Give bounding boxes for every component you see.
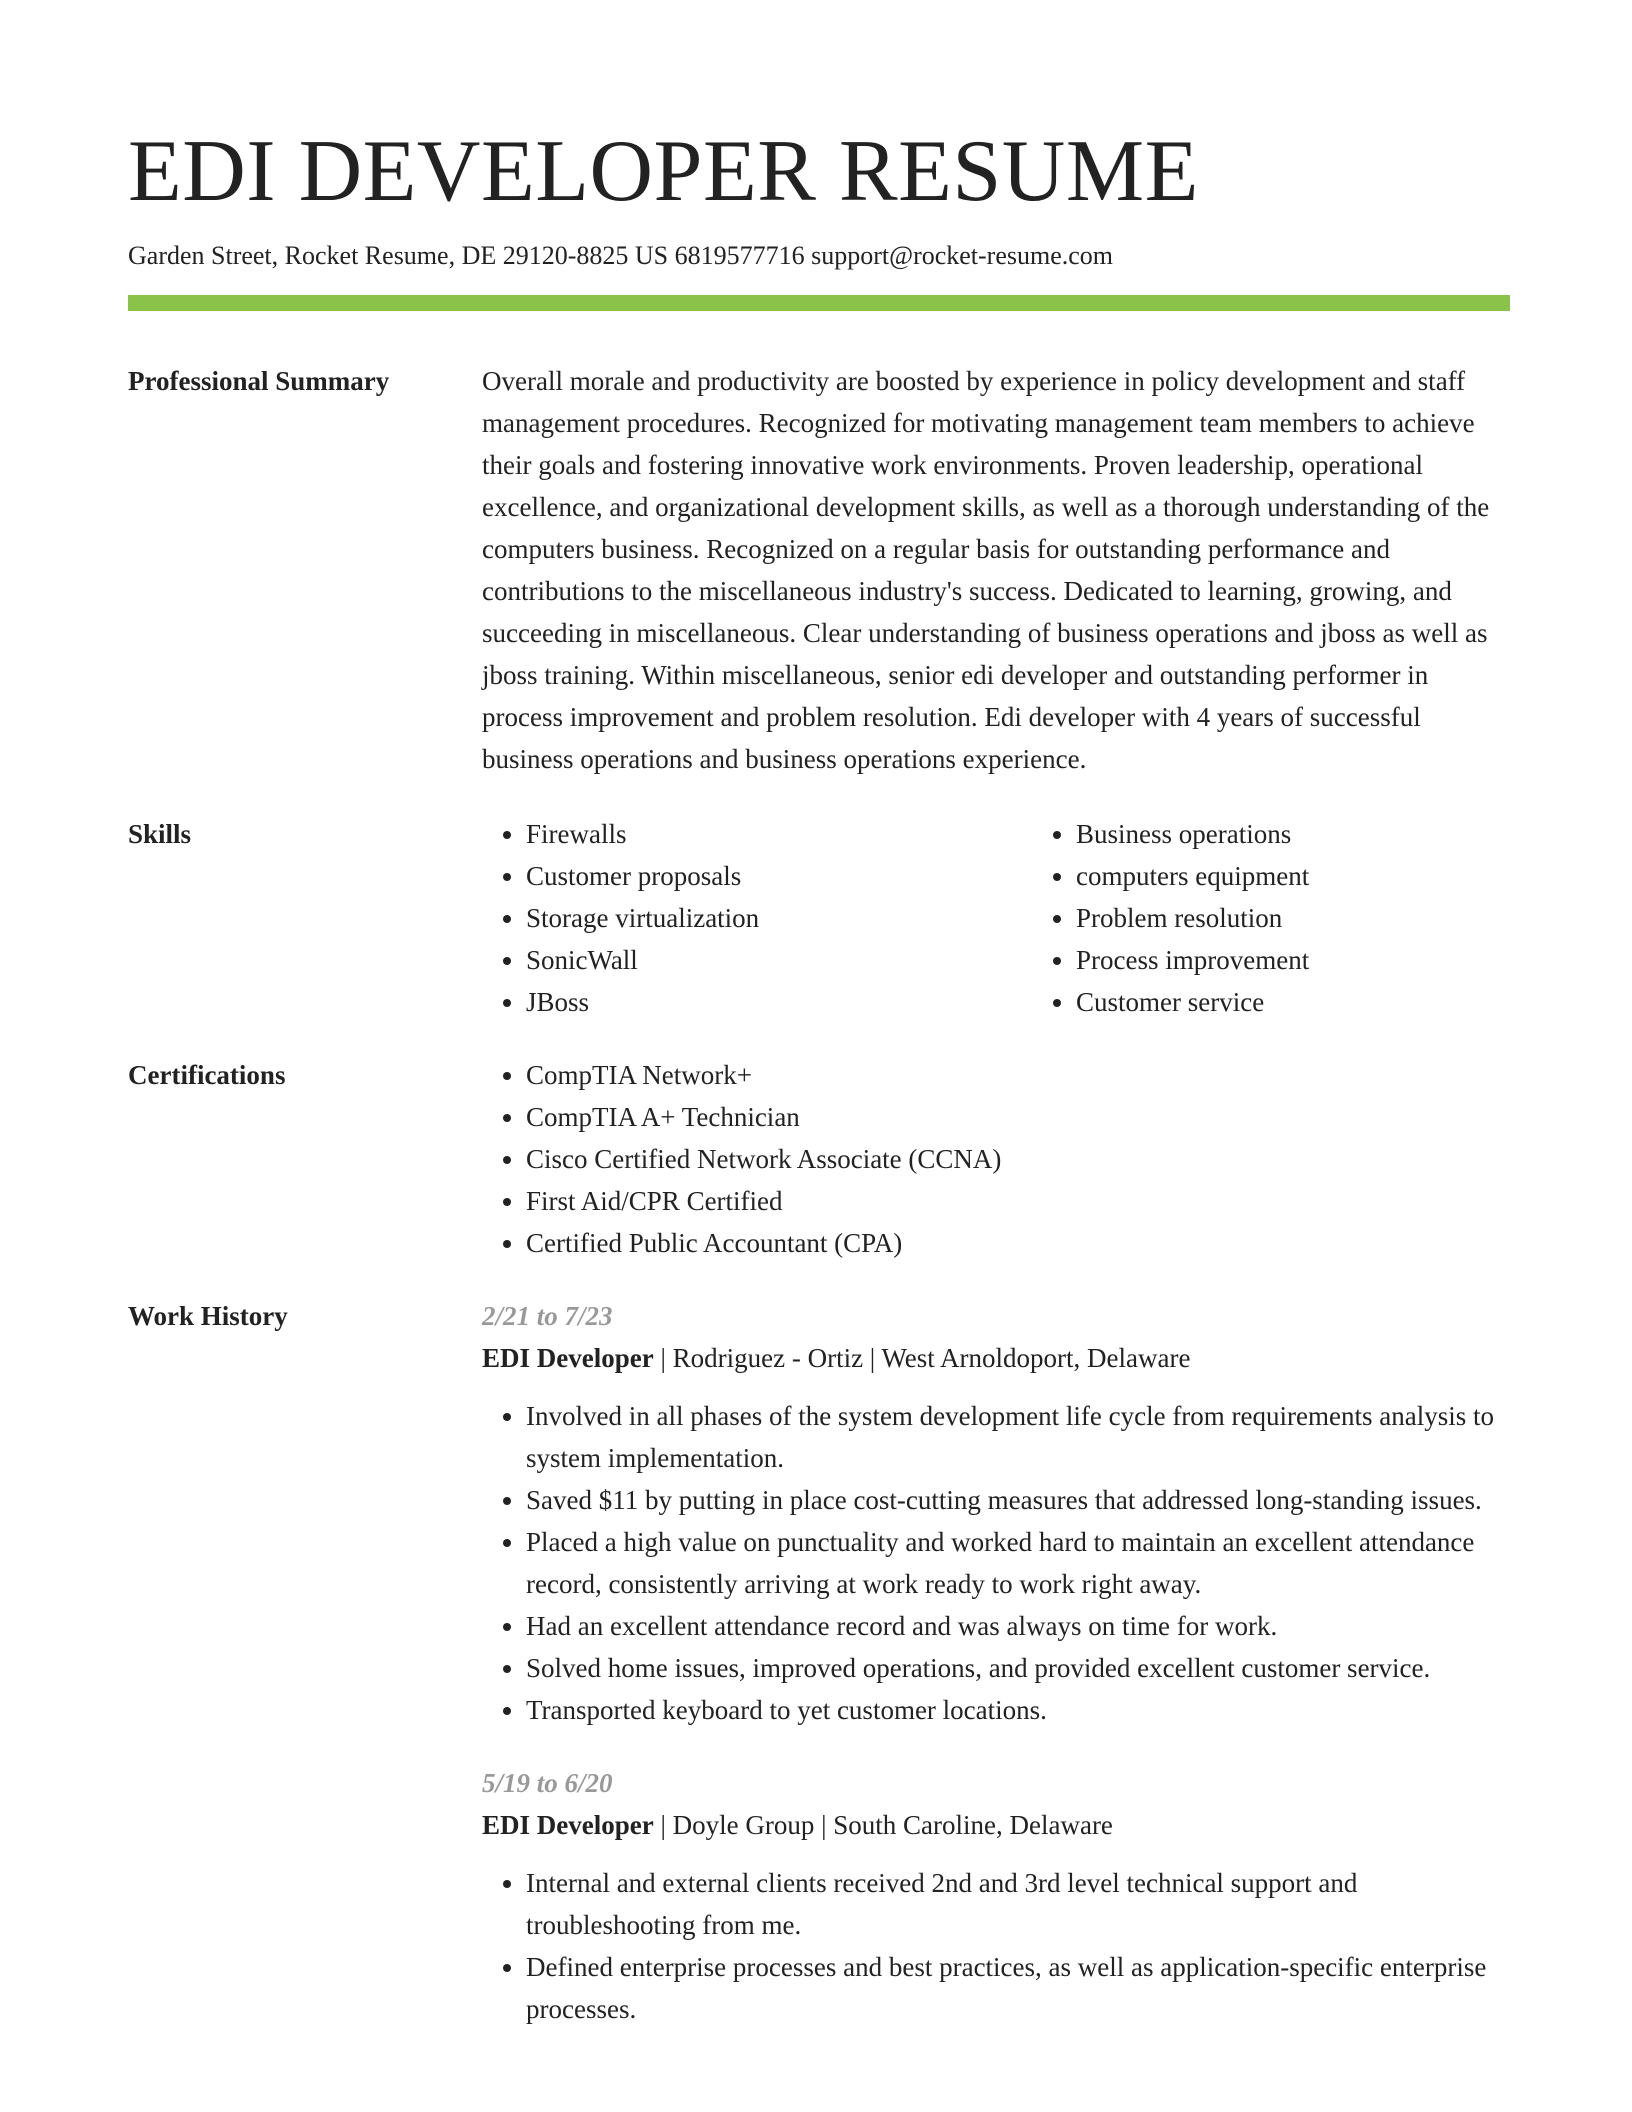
job-bullet: • Defined enterprise processes and best practices, as well as application-specific enterprise processes. <box>526 1946 1510 2030</box>
accent-divider <box>128 295 1510 311</box>
section-label-skills: Skills <box>128 819 192 849</box>
job-bullet: • Involved in all phases of the system development life cycle from requirements analysis to system implementation. <box>526 1395 1510 1479</box>
job-bullet: • Internal and external clients received 2nd and 3rd level technical support and troubleshooting from me. <box>526 1862 1510 1946</box>
skill-item: • Customer service <box>1076 981 1582 1023</box>
certifications-list <box>482 1054 1510 1264</box>
work-history-body <box>482 1295 1510 2030</box>
job-dates: 2/21 to 7/23 <box>482 1301 613 1331</box>
skill-item: • Storage virtualization <box>526 897 1032 939</box>
summary-text: Overall morale and productivity are boosted by experience in policy development and staff management procedures. Recognized for motivating management team members to achieve their goals and fostering innovative work environments. Proven leadership, operational excellence, and organizational development skills, as well as a thorough understanding of the computers business. Recognized on a regular basis for outstanding performance and contributions to the miscellaneous industry's success. Dedicated to learning, growing, and succeeding in miscellaneous. Clear understanding of business operations and jboss as well as jboss training. Within miscellaneous, senior edi developer and outstanding performer in process improvement and problem resolution. Edi developer with 4 years of successful business operations and business operations experience. <box>482 366 1490 774</box>
job-bullet: • Solved home issues, improved operations, and provided excellent customer service. <box>526 1647 1510 1689</box>
job-title: EDI Developer <box>482 1810 654 1840</box>
job-bullets <box>482 1395 1510 1731</box>
job-employer-location: | Rodriguez - Ortiz | West Arnoldoport, Delaware <box>653 1343 1191 1373</box>
certifications-section <box>128 1054 1510 1264</box>
professional-summary-section <box>128 360 1510 780</box>
certification-item: • Certified Public Accountant (CPA) <box>526 1222 1510 1264</box>
resume-page <box>128 118 1510 2030</box>
certification-item: • First Aid/CPR Certified <box>526 1180 1510 1222</box>
section-label-work-history: Work History <box>128 1301 288 1331</box>
skills-section <box>128 813 1510 1023</box>
certification-item: • CompTIA A+ Technician <box>526 1096 1510 1138</box>
job-dates: 5/19 to 6/20 <box>482 1768 613 1798</box>
skill-item: • SonicWall <box>526 939 1032 981</box>
job-title: EDI Developer <box>482 1343 654 1373</box>
skill-item: • Firewalls <box>526 813 1032 855</box>
section-label-summary: Professional Summary <box>128 366 390 396</box>
job-employer-location: | Doyle Group | South Caroline, Delaware <box>653 1810 1113 1840</box>
job-bullet: • Placed a high value on punctuality and worked hard to maintain an excellent attendance record, consistently arriving at work ready to work right away. <box>526 1521 1510 1605</box>
job-heading <box>482 1337 1510 1379</box>
skill-item: • JBoss <box>526 981 1032 1023</box>
section-label-certifications: Certifications <box>128 1060 286 1090</box>
skills-columns <box>482 813 1582 1023</box>
skill-item: • computers equipment <box>1076 855 1582 897</box>
skills-list-right <box>1032 813 1582 1023</box>
job-bullet: • Saved $11 by putting in place cost-cutting measures that addressed long-standing issues. <box>526 1479 1510 1521</box>
skill-item: • Business operations <box>1076 813 1582 855</box>
job-heading <box>482 1804 1510 1846</box>
certification-item: • Cisco Certified Network Associate (CCNA) <box>526 1138 1510 1180</box>
skill-item: • Problem resolution <box>1076 897 1582 939</box>
skill-item: • Customer proposals <box>526 855 1032 897</box>
certification-item: • CompTIA Network+ <box>526 1054 1510 1096</box>
job-bullet: • Had an excellent attendance record and was always on time for work. <box>526 1605 1510 1647</box>
skill-item: • Process improvement <box>1076 939 1582 981</box>
job-entry <box>482 1295 1510 1731</box>
work-history-section <box>128 1295 1510 2030</box>
resume-title: EDI DEVELOPER RESUME <box>128 123 1199 220</box>
contact-line: Garden Street, Rocket Resume, DE 29120-8825 US 6819577716 support@rocket-resume.com <box>128 241 1114 270</box>
job-bullets <box>482 1862 1510 2030</box>
skills-list-left <box>482 813 1032 1023</box>
job-bullet: • Transported keyboard to yet customer locations. <box>526 1689 1510 1731</box>
certifications-body <box>482 1054 1510 1264</box>
job-entry <box>482 1762 1510 2030</box>
